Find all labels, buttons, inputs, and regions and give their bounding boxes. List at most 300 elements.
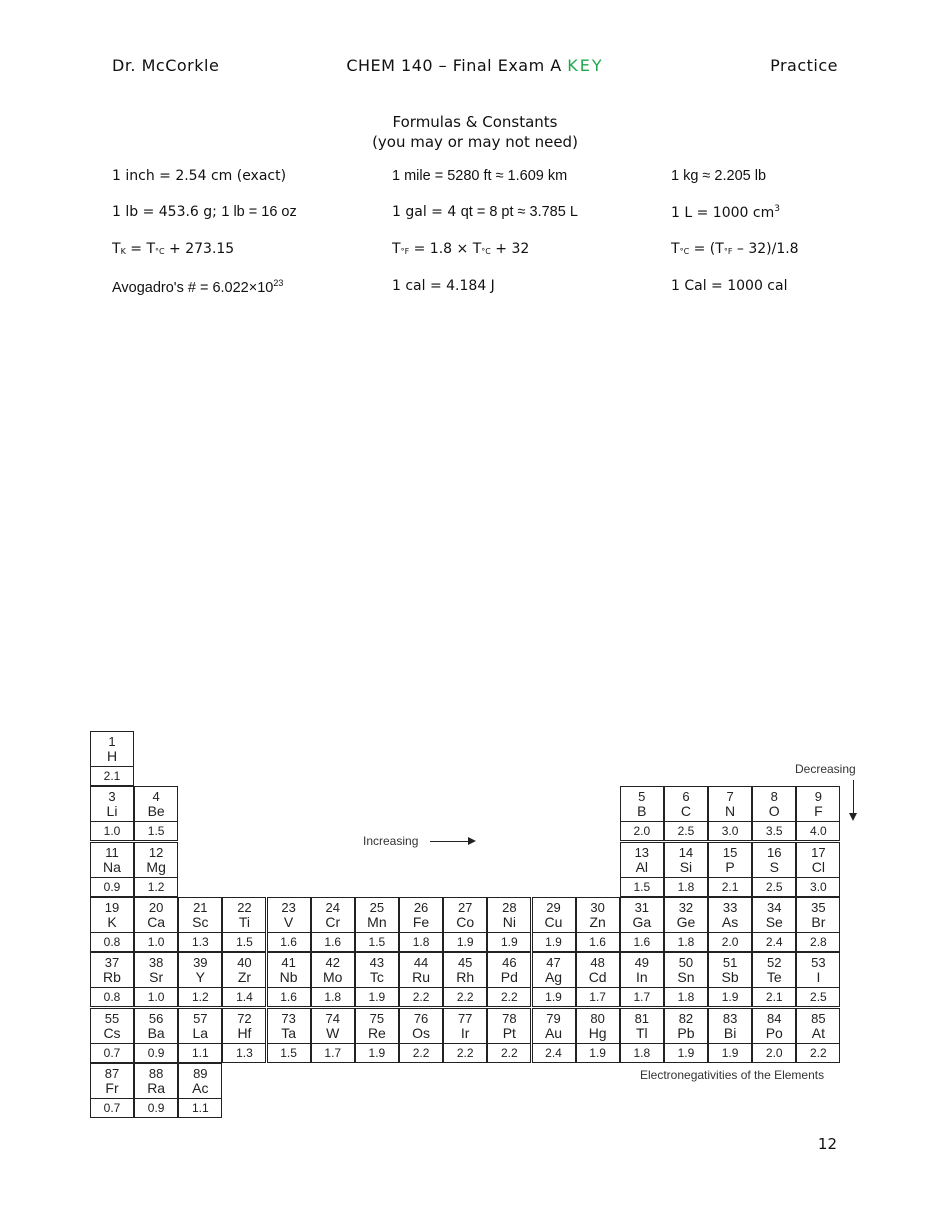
element-symbol: Tc: [369, 969, 384, 986]
electronegativity: 1.5: [135, 821, 177, 838]
page-number: 12: [817, 1135, 837, 1153]
element-symbol: Na: [103, 858, 121, 875]
atomic-number: 52: [767, 955, 782, 971]
element-cell-ga: [620, 897, 664, 952]
element-cell-be: [134, 786, 178, 841]
element-cell-f: [796, 786, 840, 841]
element-cell-zr: [222, 952, 266, 1007]
element-cell-sr: [134, 952, 178, 1007]
element-cell-hg: [576, 1008, 620, 1063]
atomic-number: 3: [108, 789, 116, 805]
element-symbol: Mo: [323, 969, 343, 986]
element-symbol: Au: [544, 1024, 563, 1041]
cal-joule-formula: 1 cal = 4.184 J: [392, 278, 495, 294]
atomic-number: 83: [722, 1010, 738, 1026]
formulas-title-line2: (you may or may not need): [372, 133, 578, 151]
element-symbol: Ta: [281, 1024, 296, 1041]
electronegativity: 1.8: [621, 1043, 663, 1060]
element-cell-v: [267, 897, 311, 952]
electronegativity: 0.9: [91, 877, 133, 894]
atomic-number: 34: [767, 899, 782, 915]
atomic-number: 7: [726, 789, 734, 805]
atomic-number: 5: [638, 789, 646, 805]
element-symbol: Ba: [147, 1024, 165, 1041]
element-symbol: Mn: [367, 913, 387, 930]
electronegativity: 2.0: [753, 1043, 795, 1060]
atomic-number: 45: [457, 955, 473, 971]
formulas-title-line1: Formulas & Constants: [392, 113, 558, 131]
increasing-label: Increasing: [363, 834, 419, 848]
element-symbol: Al: [635, 858, 649, 875]
atomic-number: 57: [193, 1010, 208, 1026]
electronegativity: 1.0: [91, 821, 133, 838]
atomic-number: 24: [325, 899, 340, 915]
element-cell-b: [620, 786, 664, 841]
electronegativity: 1.1: [179, 1098, 221, 1115]
element-cell-mo: [311, 952, 355, 1007]
atomic-number: 11: [105, 844, 119, 860]
element-cell-pd: [487, 952, 531, 1007]
electronegativity: 1.1: [179, 1043, 221, 1060]
mile-km-formula: 1 mile = 5280 ft ≈ 1.609 km: [392, 168, 568, 184]
kelvin-sub: K: [120, 247, 126, 256]
electronegativity: 2.1: [709, 877, 751, 894]
element-cell-na: [90, 842, 134, 897]
element-symbol: Rh: [456, 969, 475, 986]
lb-part: 1 lb = 453.6 g;: [112, 204, 222, 220]
element-symbol: Sb: [721, 969, 739, 986]
electronegativity: 4.0: [797, 821, 839, 838]
electronegativity: 2.2: [797, 1043, 839, 1060]
element-symbol: Y: [195, 969, 205, 986]
atomic-number: 8: [770, 789, 778, 805]
element-symbol: At: [811, 1024, 825, 1041]
element-cell-i: [796, 952, 840, 1007]
element-cell-cl: [796, 842, 840, 897]
atomic-number: 9: [814, 789, 822, 805]
electronegativity: 0.8: [91, 987, 133, 1004]
fahr-sub-c: °C: [481, 247, 491, 256]
electronegativity: 0.8: [91, 932, 133, 949]
cels-T: T: [671, 241, 680, 257]
element-symbol: Co: [456, 913, 475, 930]
atomic-number: 44: [413, 955, 429, 971]
element-symbol: Pd: [500, 969, 518, 986]
electronegativity: 2.4: [533, 1043, 575, 1060]
electronegativity: 1.9: [533, 932, 575, 949]
electronegativity: 0.9: [135, 1043, 177, 1060]
element-symbol: Se: [765, 913, 783, 930]
element-cell-rh: [443, 952, 487, 1007]
element-symbol: Re: [367, 1024, 386, 1041]
element-cell-sc: [178, 897, 222, 952]
atomic-number: 50: [678, 955, 694, 971]
element-symbol: Hg: [588, 1024, 607, 1041]
element-cell-cs: [90, 1008, 134, 1063]
periodic-table-caption: Electronegativities of the Elements: [640, 1068, 825, 1082]
element-symbol: P: [725, 858, 735, 875]
element-symbol: Ga: [632, 913, 652, 930]
liter-cm3-text: 1 L = 1000 cm: [671, 205, 775, 221]
fahr-T: T: [392, 241, 401, 257]
element-symbol: C: [680, 803, 691, 820]
atomic-number: 30: [590, 899, 605, 915]
electronegativity: 1.2: [179, 987, 221, 1004]
atomic-number: 38: [148, 955, 164, 971]
atomic-number: 19: [104, 899, 120, 915]
kg-lb-formula: 1 kg ≈ 2.205 lb: [671, 168, 767, 184]
electronegativity: 0.7: [91, 1043, 133, 1060]
exam-title-main: CHEM 140 – Final Exam A: [346, 56, 568, 75]
element-symbol: Ca: [147, 913, 166, 930]
cels-mid: = (T: [689, 241, 724, 257]
electronegativity: 1.2: [135, 877, 177, 894]
element-symbol: I: [816, 969, 821, 986]
atomic-number: 72: [237, 1010, 252, 1026]
atomic-number: 42: [325, 955, 340, 971]
atomic-number: 33: [722, 899, 738, 915]
element-cell-tc: [355, 952, 399, 1007]
element-symbol: O: [768, 803, 780, 820]
element-cell-w: [311, 1008, 355, 1063]
atomic-number: 28: [502, 899, 517, 915]
element-cell-bi: [708, 1008, 752, 1063]
element-symbol: Li: [106, 803, 118, 820]
atomic-number: 80: [590, 1010, 605, 1026]
element-cell-pb: [664, 1008, 708, 1063]
element-symbol: Pt: [502, 1024, 516, 1041]
element-cell-y: [178, 952, 222, 1007]
electronegativity: 3.5: [753, 821, 795, 838]
element-symbol: B: [637, 803, 647, 820]
atomic-number: 43: [369, 955, 385, 971]
element-symbol: Ni: [502, 913, 516, 930]
electronegativity: 2.2: [444, 1043, 486, 1060]
element-symbol: Si: [679, 858, 693, 875]
kelvin-sub-c: °C: [155, 247, 165, 256]
element-symbol: Fe: [412, 913, 430, 930]
element-cell-ta: [267, 1008, 311, 1063]
element-cell-fe: [399, 897, 443, 952]
element-cell-ra: [134, 1063, 178, 1118]
avogadro-exponent: 23: [273, 278, 284, 288]
element-cell-k: [90, 897, 134, 952]
electronegativity: 1.3: [223, 1043, 265, 1060]
kelvin-mid: = T: [125, 241, 155, 257]
electronegativity: 1.5: [223, 932, 265, 949]
element-symbol: In: [635, 969, 648, 986]
element-cell-ca: [134, 897, 178, 952]
element-cell-sn: [664, 952, 708, 1007]
element-symbol: La: [192, 1024, 209, 1041]
element-cell-in: [620, 952, 664, 1007]
element-cell-ir: [443, 1008, 487, 1063]
element-symbol: Tl: [635, 1024, 648, 1041]
electronegativity: 2.0: [621, 821, 663, 838]
element-symbol: V: [283, 913, 294, 930]
electronegativity: 1.9: [356, 987, 398, 1004]
element-cell-mg: [134, 842, 178, 897]
electronegativity: 2.8: [797, 932, 839, 949]
element-symbol: Zn: [589, 913, 606, 930]
electronegativity: 3.0: [797, 877, 839, 894]
element-cell-cr: [311, 897, 355, 952]
electronegativity: 0.7: [91, 1098, 133, 1115]
atomic-number: 32: [678, 899, 694, 915]
atomic-number: 4: [152, 789, 160, 805]
element-cell-cd: [576, 952, 620, 1007]
gal-rest: qt = 8 pt ≈ 3.785 L: [460, 204, 578, 220]
element-symbol: Cs: [103, 1024, 121, 1041]
electronegativity: 1.7: [312, 1043, 354, 1060]
avogadro-text: Avogadro's # = 6.022×10: [112, 280, 274, 296]
element-symbol: Pb: [677, 1024, 695, 1041]
element-symbol: W: [326, 1024, 340, 1041]
atomic-number: 6: [682, 789, 690, 805]
cube-exponent: 3: [774, 204, 780, 214]
electronegativity: 1.6: [577, 932, 619, 949]
element-symbol: Ag: [544, 969, 563, 986]
atomic-number: 1: [108, 734, 116, 749]
electronegativity: 2.2: [488, 1043, 530, 1060]
atomic-number: 25: [369, 899, 385, 915]
atomic-number: 74: [325, 1010, 340, 1026]
electronegativity: 1.9: [356, 1043, 398, 1060]
atomic-number: 40: [237, 955, 252, 971]
atomic-number: 82: [678, 1010, 694, 1026]
element-symbol: Sc: [192, 913, 209, 930]
electronegativity: 1.4: [223, 987, 265, 1004]
element-cell-ag: [532, 952, 576, 1007]
element-symbol: Be: [147, 803, 165, 820]
element-symbol: Ac: [192, 1079, 209, 1096]
atomic-number: 22: [237, 899, 252, 915]
element-symbol: Mg: [146, 858, 166, 875]
electronegativity: 2.2: [488, 987, 530, 1004]
electronegativity: 1.9: [709, 1043, 751, 1060]
atomic-number: 35: [811, 899, 826, 915]
electronegativity: 1.5: [621, 877, 663, 894]
atomic-number: 41: [281, 955, 296, 971]
element-cell-re: [355, 1008, 399, 1063]
fahr-mid: = 1.8 × T: [409, 241, 482, 257]
element-symbol: Ra: [147, 1079, 166, 1096]
atomic-number: 55: [104, 1010, 120, 1026]
atomic-number: 15: [722, 844, 738, 860]
electronegativity: 1.6: [312, 932, 354, 949]
electronegativity: 1.8: [665, 932, 707, 949]
element-symbol: H: [106, 748, 118, 764]
atomic-number: 84: [767, 1010, 782, 1026]
element-symbol: Rb: [103, 969, 121, 986]
electronegativity: 2.1: [91, 766, 133, 783]
electronegativity: 1.9: [577, 1043, 619, 1060]
atomic-number: 20: [148, 899, 164, 915]
atomic-number: 23: [281, 899, 296, 915]
atomic-number: 81: [634, 1010, 650, 1026]
atomic-number: 46: [502, 955, 517, 971]
Cal-cal-formula: 1 Cal = 1000 cal: [671, 278, 788, 294]
atomic-number: 88: [148, 1065, 164, 1081]
element-symbol: Ti: [238, 913, 251, 930]
element-symbol: Nb: [279, 969, 298, 986]
element-symbol: Hf: [237, 1024, 252, 1041]
electronegativity: 1.9: [709, 987, 751, 1004]
electronegativity: 2.1: [753, 987, 795, 1004]
atomic-number: 77: [457, 1010, 473, 1026]
instructor-name: Dr. McCorkle: [112, 56, 220, 75]
electronegativity: 1.9: [444, 932, 486, 949]
element-cell-se: [752, 897, 796, 952]
gal-part: 1 gal = 4: [392, 204, 461, 220]
element-symbol: N: [725, 803, 736, 820]
electronegativity: 2.2: [400, 1043, 442, 1060]
atomic-number: 48: [590, 955, 605, 971]
electronegativity: 1.5: [268, 1043, 310, 1060]
electronegativity: 2.5: [665, 821, 707, 838]
electronegativity: 1.9: [488, 932, 530, 949]
element-cell-ni: [487, 897, 531, 952]
atomic-number: 13: [634, 844, 650, 860]
element-symbol: Ge: [676, 913, 696, 930]
kelvin-T: T: [112, 241, 121, 257]
electronegativity: 1.6: [621, 932, 663, 949]
kelvin-end: + 273.15: [164, 241, 235, 257]
atomic-number: 73: [281, 1010, 296, 1026]
atomic-number: 78: [502, 1010, 517, 1026]
electronegativity: 1.6: [268, 987, 310, 1004]
element-symbol: Po: [765, 1024, 783, 1041]
element-cell-cu: [532, 897, 576, 952]
electronegativity: 1.8: [400, 932, 442, 949]
element-cell-at: [796, 1008, 840, 1063]
atomic-number: 37: [104, 955, 120, 971]
atomic-number: 85: [811, 1010, 826, 1026]
cels-sub-f: °F: [723, 247, 733, 256]
element-cell-n: [708, 786, 752, 841]
element-cell-rb: [90, 952, 134, 1007]
electronegativity: 3.0: [709, 821, 751, 838]
key-label: KEY: [567, 56, 604, 75]
element-cell-h: [90, 731, 134, 786]
cels-end: – 32)/1.8: [732, 241, 799, 257]
electronegativity: 1.9: [665, 1043, 707, 1060]
element-cell-ge: [664, 897, 708, 952]
electronegativity: 1.7: [577, 987, 619, 1004]
atomic-number: 12: [148, 844, 164, 860]
atomic-number: 26: [413, 899, 429, 915]
element-cell-li: [90, 786, 134, 841]
atomic-number: 27: [457, 899, 473, 915]
electronegativity: 2.0: [709, 932, 751, 949]
atomic-number: 29: [546, 899, 561, 915]
decreasing-label: Decreasing: [795, 762, 856, 776]
element-cell-ac: [178, 1063, 222, 1118]
atomic-number: 53: [811, 955, 826, 971]
atomic-number: 79: [546, 1010, 561, 1026]
element-cell-zn: [576, 897, 620, 952]
element-cell-te: [752, 952, 796, 1007]
element-cell-ti: [222, 897, 266, 952]
electronegativity: 2.5: [753, 877, 795, 894]
electronegativity: 2.2: [444, 987, 486, 1004]
inch-cm-formula: 1 inch = 2.54 cm (exact): [112, 168, 287, 184]
element-symbol: S: [769, 858, 779, 875]
electronegativity: 1.8: [312, 987, 354, 1004]
practice-label: Practice: [770, 56, 838, 75]
electronegativity: 1.0: [135, 987, 177, 1004]
fahr-end: + 32: [490, 241, 530, 257]
element-cell-mn: [355, 897, 399, 952]
element-cell-sb: [708, 952, 752, 1007]
atomic-number: 75: [369, 1010, 385, 1026]
atomic-number: 17: [811, 844, 826, 860]
atomic-number: 14: [678, 844, 694, 860]
electronegativity: 1.3: [179, 932, 221, 949]
element-cell-c: [664, 786, 708, 841]
element-cell-si: [664, 842, 708, 897]
electronegativity: 1.9: [533, 987, 575, 1004]
element-cell-os: [399, 1008, 443, 1063]
element-cell-tl: [620, 1008, 664, 1063]
electronegativity: 1.8: [665, 877, 707, 894]
element-symbol: As: [721, 913, 739, 930]
element-cell-po: [752, 1008, 796, 1063]
element-cell-hf: [222, 1008, 266, 1063]
atomic-number: 16: [767, 844, 782, 860]
element-cell-br: [796, 897, 840, 952]
atomic-number: 21: [193, 899, 208, 915]
arrow-right-icon: [430, 841, 470, 842]
element-cell-o: [752, 786, 796, 841]
electronegativity: 2.2: [400, 987, 442, 1004]
atomic-number: 87: [104, 1065, 120, 1081]
element-cell-al: [620, 842, 664, 897]
element-symbol: K: [107, 913, 117, 930]
atomic-number: 31: [634, 899, 650, 915]
electronegativity: 1.6: [268, 932, 310, 949]
electronegativity: 1.8: [665, 987, 707, 1004]
element-symbol: Te: [766, 969, 782, 986]
atomic-number: 47: [546, 955, 561, 971]
atomic-number: 76: [413, 1010, 429, 1026]
cels-sub: °C: [679, 247, 690, 256]
fahr-sub: °F: [400, 247, 410, 256]
element-cell-au: [532, 1008, 576, 1063]
element-symbol: Cl: [811, 858, 825, 875]
electronegativity: 1.5: [356, 932, 398, 949]
element-symbol: Zr: [237, 969, 252, 986]
element-cell-ba: [134, 1008, 178, 1063]
element-cell-nb: [267, 952, 311, 1007]
element-cell-co: [443, 897, 487, 952]
arrow-down-icon: [853, 780, 854, 814]
element-symbol: Sr: [149, 969, 164, 986]
element-symbol: Sn: [677, 969, 695, 986]
element-cell-as: [708, 897, 752, 952]
element-symbol: Os: [412, 1024, 430, 1041]
atomic-number: 51: [722, 955, 738, 971]
element-symbol: Bi: [723, 1024, 737, 1041]
element-cell-la: [178, 1008, 222, 1063]
element-symbol: Fr: [105, 1079, 119, 1096]
electronegativity: 2.4: [753, 932, 795, 949]
element-symbol: Cd: [588, 969, 607, 986]
atomic-number: 39: [193, 955, 208, 971]
atomic-number: 49: [634, 955, 650, 971]
element-symbol: Ir: [460, 1024, 470, 1041]
atomic-number: 89: [193, 1065, 208, 1081]
